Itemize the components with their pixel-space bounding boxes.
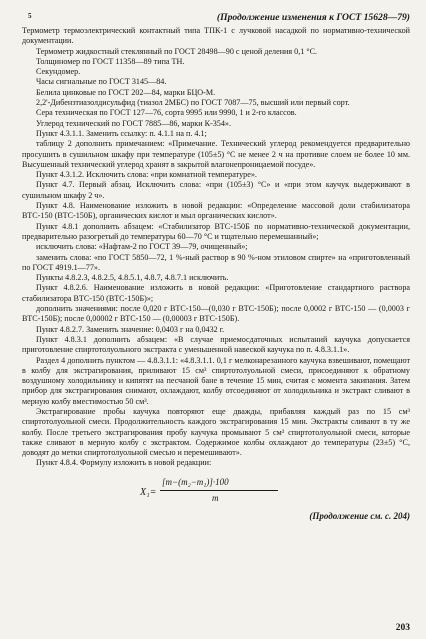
paragraph: Пункт 4.8.1 дополнить абзацем: «Стабилизатор ВТС-150Б по нормативно-технической документации, предварительно разогретый до температуры 60—70 °С и тщательно перемешанный»; bbox=[22, 221, 410, 241]
paragraph: таблицу 2 дополнить примечанием: «Примечание. Технический углерод рекомендуется предварительно просушить в сушильном шкафу при температуре (105±5) °С не менее 2 ч на противне слоем не более 10 мм. Высушенный технический углерод хранят в закрытой влагонепроницаемой посуде». bbox=[22, 139, 410, 169]
paragraph: заменить слова: «по ГОСТ 5850—72, 1 %-ный раствор в 90 %-ном этиловом спирте» на «приготовленный по ГОСТ 4919.1—77». bbox=[22, 252, 410, 272]
paragraph: Раздел 4 дополнить пунктом — 4.8.3.1.1: «4.8.3.1.1. 0,1 г мелконарезанного каучука взвешивают, помещают в колбу для экстрагирования, приливают 15 см³ спиртотолуольной смеси, присоединяют к обратному воздушному холодильнику и кипятят на песчаной бане в течение 15 мин, считая с момента закипания. Затем прибор для экстрагирования снимают, охлаждают, колбу отсоединяют от холодильника и экстракт сливают в мерную колбу вместимостью 50 см³. bbox=[22, 355, 410, 406]
paragraph: 2,2'-Дибензтиазолдисульфид (тиазол 2МБС) по ГОСТ 7087—75, высший или первый сорт. bbox=[36, 98, 350, 108]
paragraph: Пункт 4.8.2.7. Заменить значение: 0,0403 г на 0,0432 г. bbox=[36, 324, 225, 334]
paragraph: Пункт 4.7. Первый абзац. Исключить слова: «при (105±3) °С» и «при этом каучук выдерживают в сушильном шкафу 2 ч». bbox=[22, 180, 410, 200]
paragraph: Толщиномер по ГОСТ 11358—89 типа ТН. bbox=[36, 56, 185, 66]
paragraph: Пункт 4.8.2.6. Наименование изложить в новой редакции: «Приготовление стандартного раствора стабилизатора ВТС-150 (ВТС-150Б)»; bbox=[22, 283, 410, 303]
corner-mark: 5 bbox=[28, 12, 32, 20]
formula bbox=[22, 475, 410, 509]
paragraph: Пункт 4.8. Наименование изложить в новой редакции: «Определение массовой доли стабилизатора ВТС-150 (ВТС-150Б), органических кислот и мыл органических кислот». bbox=[22, 201, 410, 221]
paragraph: Пункт 4.3.1.1. Заменить ссылку: п. 4.1.1 на п. 4.1; bbox=[36, 128, 207, 138]
paragraph: исключить слова: «Нафтам-2 по ГОСТ 39—79, очищенный»; bbox=[36, 242, 248, 252]
formula-lhs: X₁= bbox=[140, 486, 157, 498]
paragraph: Пункт 4.8.4. Формулу изложить в новой редакции: bbox=[36, 458, 212, 468]
paragraph: Секундомер. bbox=[36, 67, 81, 77]
paragraph: Термометр термоэлектрический контактный типа ТПК-1 с лучковой насадкой по нормативно-технической документации. bbox=[22, 26, 410, 46]
paragraph: Углерод технический по ГОСТ 7885—86, марки К-354». bbox=[36, 118, 232, 128]
paragraph: Пункт 4.3.1.2. Исключить слова: «при комнатной температуре». bbox=[36, 170, 257, 180]
paragraph: Термометр жидкостный стеклянный по ГОСТ 28498—90 с ценой деления 0,1 °С. bbox=[36, 46, 318, 56]
paragraph: Пункт 4.8.3.1 дополнить абзацем: «В случае приемосдаточных испытаний каучука допускается приготовление спиртотолуольного экстракта с уменьшенной навеской каучука по п. 4.8.3.1.1». bbox=[22, 334, 410, 355]
body-text bbox=[22, 26, 410, 469]
paragraph: Сера техническая по ГОСТ 127—76, сорта 9995 или 9990, 1 и 2-го классов. bbox=[36, 108, 297, 118]
formula-denominator: m bbox=[212, 492, 219, 503]
paragraph: Часы сигнальные по ГОСТ 3145—84. bbox=[36, 77, 167, 87]
fraction-bar bbox=[160, 490, 278, 491]
paragraph: Белила цинковые по ГОСТ 202—84, марки БЦО-М. bbox=[36, 87, 216, 97]
paragraph: дополнить значениями: после 0,020 г ВТС-150—(0,030 г ВТС-150Б); после 0,0002 г ВТС-150 — (0,0003 г ВТС-150Б); после 0,00002 г ВТС-150 — (0,00003 г ВТС-150Б). bbox=[22, 304, 410, 324]
page-number: 203 bbox=[395, 623, 410, 633]
continuation-note: (Продолжение см. с. 204) bbox=[309, 510, 410, 521]
paragraph: Пункты 4.8.2.3, 4.8.2.5, 4.8.5.1, 4.8.7, 4.8.7.1 исключить. bbox=[36, 273, 229, 283]
paragraph: Экстрагирование пробы каучука повторяют еще дважды, прибавляя каждый раз по 15 см³ спиртотолуольной смеси. Продолжительность каждого экстрагирования 15 мин. Экстракты сливают в ту же колбу. После третьего экстрагирования пробу каучука промывают 5 см³ спиртотолуольной смеси, которые также сливают в мерную колбу с экстрактом. Содержимое колбы охлаждают до температуры (23±5) °С, доводят до метки спиртотолуольной смесью и перемешивают». bbox=[22, 406, 410, 458]
page-header: (Продолжение изменения к ГОСТ 15628—79) bbox=[216, 12, 410, 23]
formula-numerator: [m−(m₂−m₁)]·100 bbox=[162, 476, 229, 487]
